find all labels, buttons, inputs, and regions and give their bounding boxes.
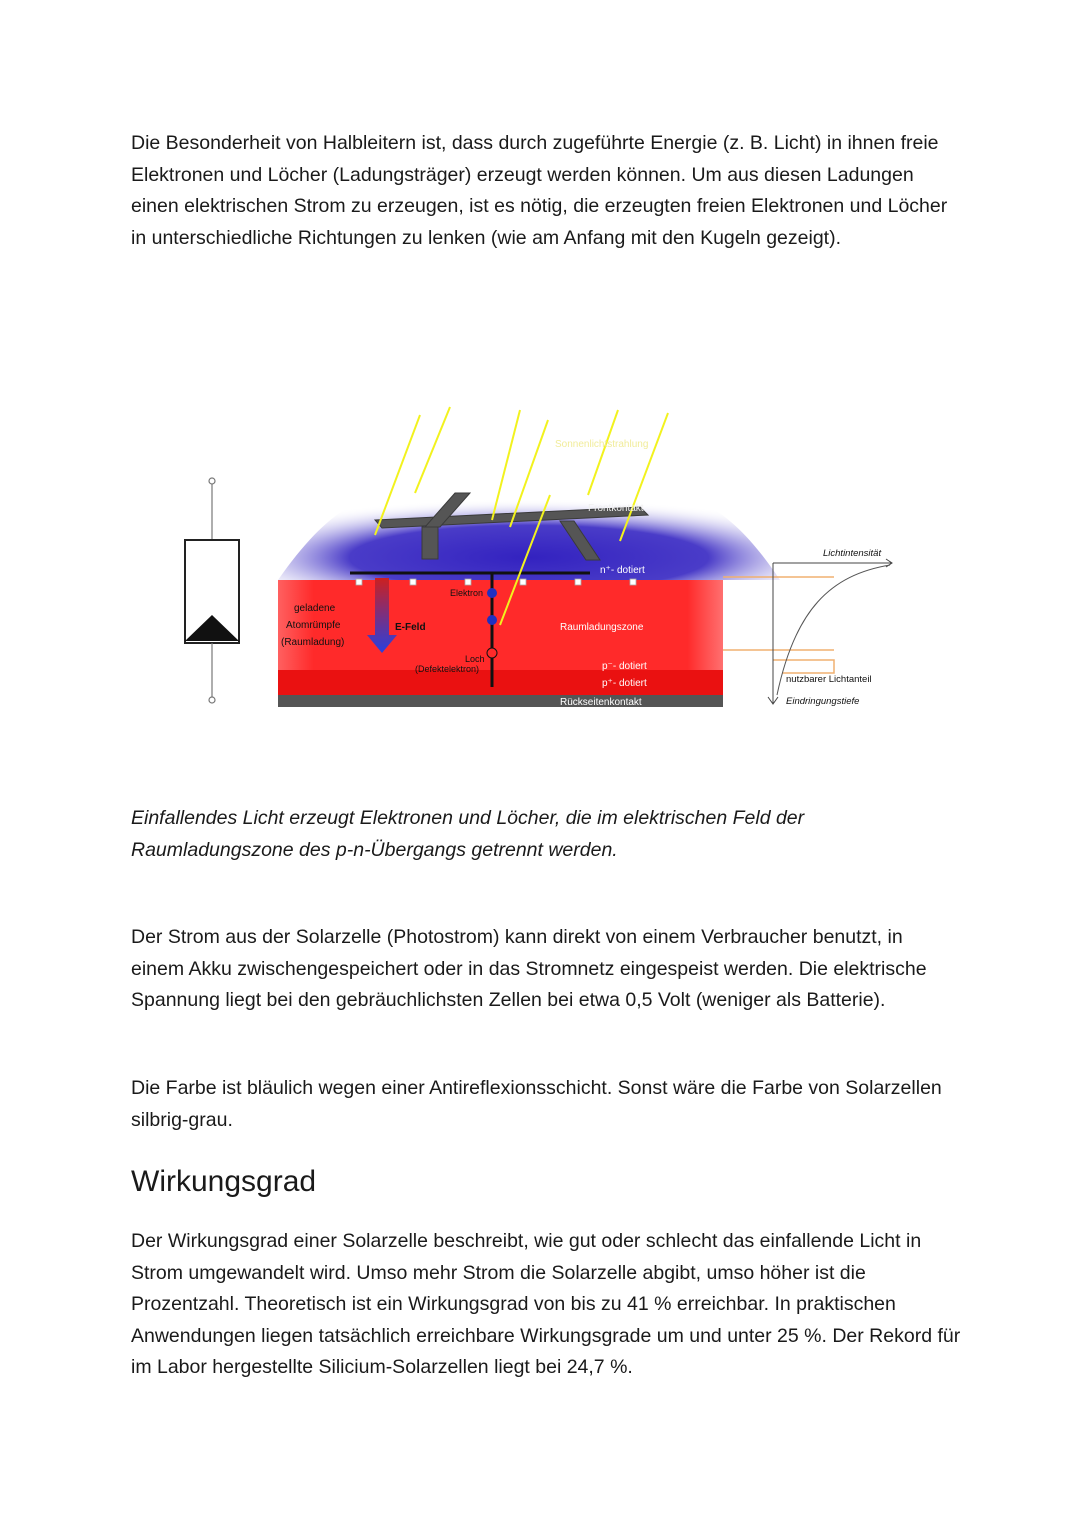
label-eindringungstiefe: Eindringungstiefe — [786, 696, 860, 707]
label-raumladung: (Raumladung) — [281, 637, 345, 648]
rear-contact — [278, 695, 723, 707]
section-heading: Wirkungsgrad — [131, 1165, 317, 1198]
label-p-plus-dotiert: p⁺- dotiert — [602, 678, 647, 689]
label-loch: Loch — [465, 654, 485, 664]
label-defektelektron: (Defektelektron) — [415, 664, 480, 674]
label-nutzbarer: nutzbarer Lichtanteil — [786, 674, 872, 685]
label-lichtintensitaet: Lichtintensität — [823, 548, 882, 559]
intro-paragraph: Die Besonderheit von Halbleitern ist, dass durch zugeführte Energie (z. B. Licht) in ihnen freie Elektronen und Löcher (Ladungsträger) erzeugt werden können. Um aus diesen Ladungen einen elektrischen Strom zu erzeugen, ist es nötig, die erzeugten freien Elektronen und Löcher in unterschiedliche Richtungen zu lenken (wie am Anfang mit den Kugeln gezeigt). — [131, 132, 948, 249]
label-rueckseitenkontakt: Rückseitenkontakt — [560, 697, 642, 708]
label-atomruempfe: Atomrümpfe — [286, 620, 341, 631]
figure-caption: Einfallendes Licht erzeugt Elektronen und Löcher, die im elektrischen Feld der Raumladungszone des p-n-Übergangs getrennt werden. — [131, 807, 805, 861]
label-efeld: E-Feld — [395, 622, 426, 633]
label-elektron: Elektron — [450, 588, 484, 598]
farbe-paragraph: Die Farbe ist bläulich wegen einer Antireflexionsschicht. Sonst wäre die Farbe von Solarzellen silbrig-grau. — [131, 1077, 942, 1131]
solar-cell-diagram — [170, 395, 910, 720]
p-plus-layer — [278, 670, 723, 695]
label-frontkontakt: Frontkontakt — [588, 503, 644, 514]
label-p-dotiert: p⁻- dotiert — [602, 661, 647, 672]
label-n-dotiert: n⁺- dotiert — [600, 565, 645, 576]
photostrom-paragraph: Der Strom aus der Solarzelle (Photostrom) kann direkt von einem Verbraucher benutzt, in einem Akku zwischengespeichert oder in das Stromnetz eingespeist werden. Die elektrische Spannung liegt bei den gebräuchlichsten Zellen bei etwa 0,5 Volt (weniger als Batterie). — [131, 926, 927, 1011]
n-doped-layer — [278, 490, 780, 580]
diode-symbol — [185, 478, 239, 703]
label-raumladungszone: Raumladungszone — [560, 622, 644, 633]
wirkungsgrad-paragraph: Der Wirkungsgrad einer Solarzelle beschreibt, wie gut oder schlecht das einfallende Licht in Strom umgewandelt wird. Umso mehr Strom die Solarzelle abgibt, umso höher ist die Prozentzahl. Theoretisch ist ein Wirkungsgrad von bis zu 41 % erreichbar. In praktischen Anwendungen liegen tatsächlich erreichbare Wirkungsgrade um und unter 25 %. Der Rekord für im Labor hergestellte Silicium-Solarzellen liegt bei 24,7 %. — [131, 1230, 961, 1378]
p-doped-layer — [278, 580, 723, 675]
label-sonnenlicht: Sonnenlichtstrahlung — [555, 439, 649, 450]
label-geladene: geladene — [294, 603, 336, 614]
